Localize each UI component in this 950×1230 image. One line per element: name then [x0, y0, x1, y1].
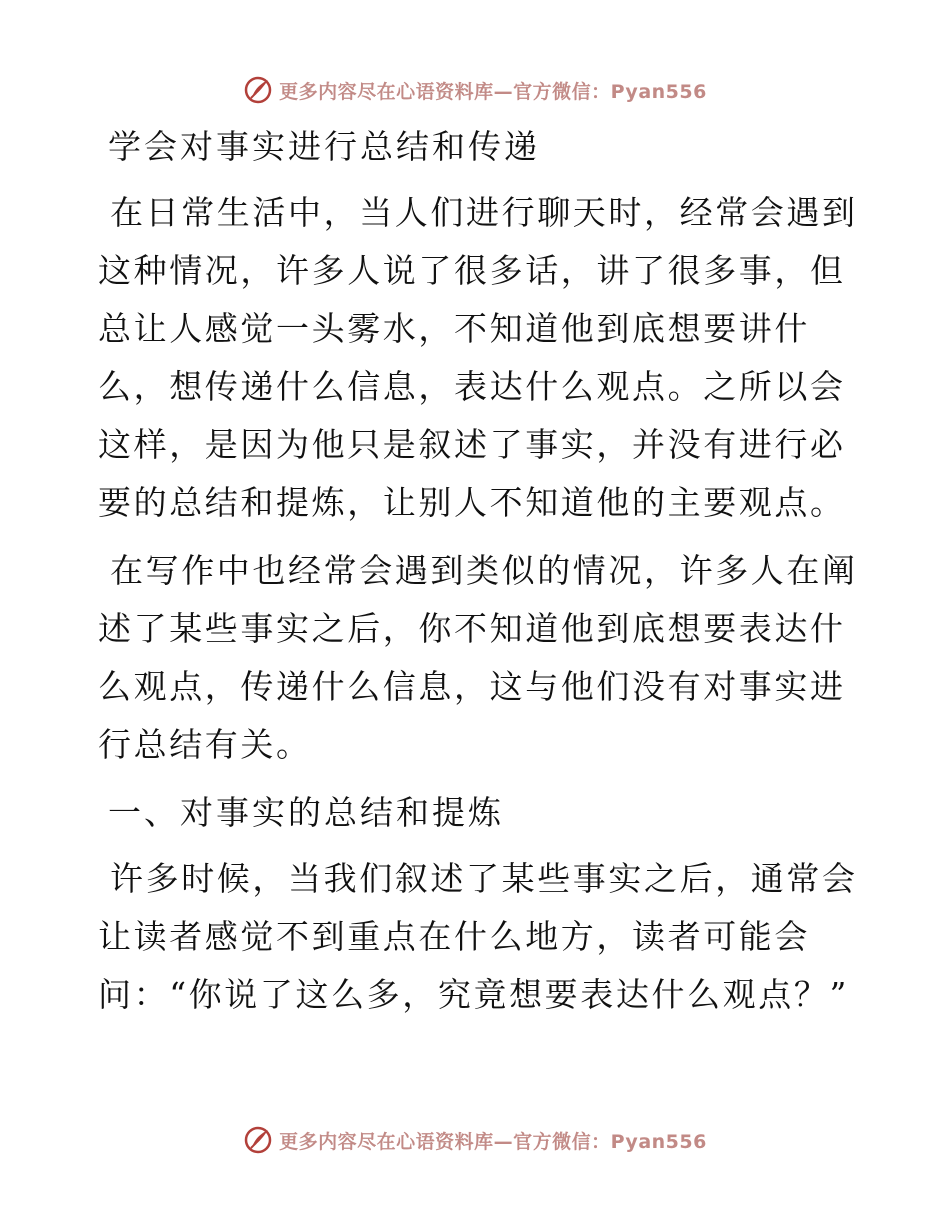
header-watermark	[0, 70, 950, 110]
paragraph: 在日常生活中，当人们进行聊天时，经常会遇到这种情况，许多人说了很多话，讲了很多事，但总让人感觉一头雾水，不知道他到底想要讲什么，想传递什么信息，表达什么观点。之所以会这样，是因为他只是叙述了事实，并没有进行必要的总结和提炼，让别人不知道他的主要观点。	[98, 193, 858, 522]
document-title: 学会对事实进行总结和传递	[108, 127, 540, 166]
feather-pen-emblem-icon	[243, 1125, 273, 1155]
footer-watermark	[0, 1120, 950, 1160]
section-heading: 一、对事实的总结和提炼	[108, 793, 504, 832]
document-body	[98, 118, 858, 1024]
paragraph: 在写作中也经常会遇到类似的情况，许多人在阐述了某些事实之后，你不知道他到底想要表达什么观点，传递什么信息，这与他们没有对事实进行总结有关。	[98, 551, 858, 764]
feather-pen-emblem-icon	[243, 75, 273, 105]
watermark-text: 更多内容尽在心语资料库—官方微信：Pyan556	[279, 80, 707, 103]
watermark-text: 更多内容尽在心语资料库—官方微信：Pyan556	[279, 1130, 707, 1153]
paragraph: 许多时候，当我们叙述了某些事实之后，通常会让读者感觉不到重点在什么地方，读者可能会问：“你说了这么多，究竟想要表达什么观点？”	[98, 859, 858, 1014]
